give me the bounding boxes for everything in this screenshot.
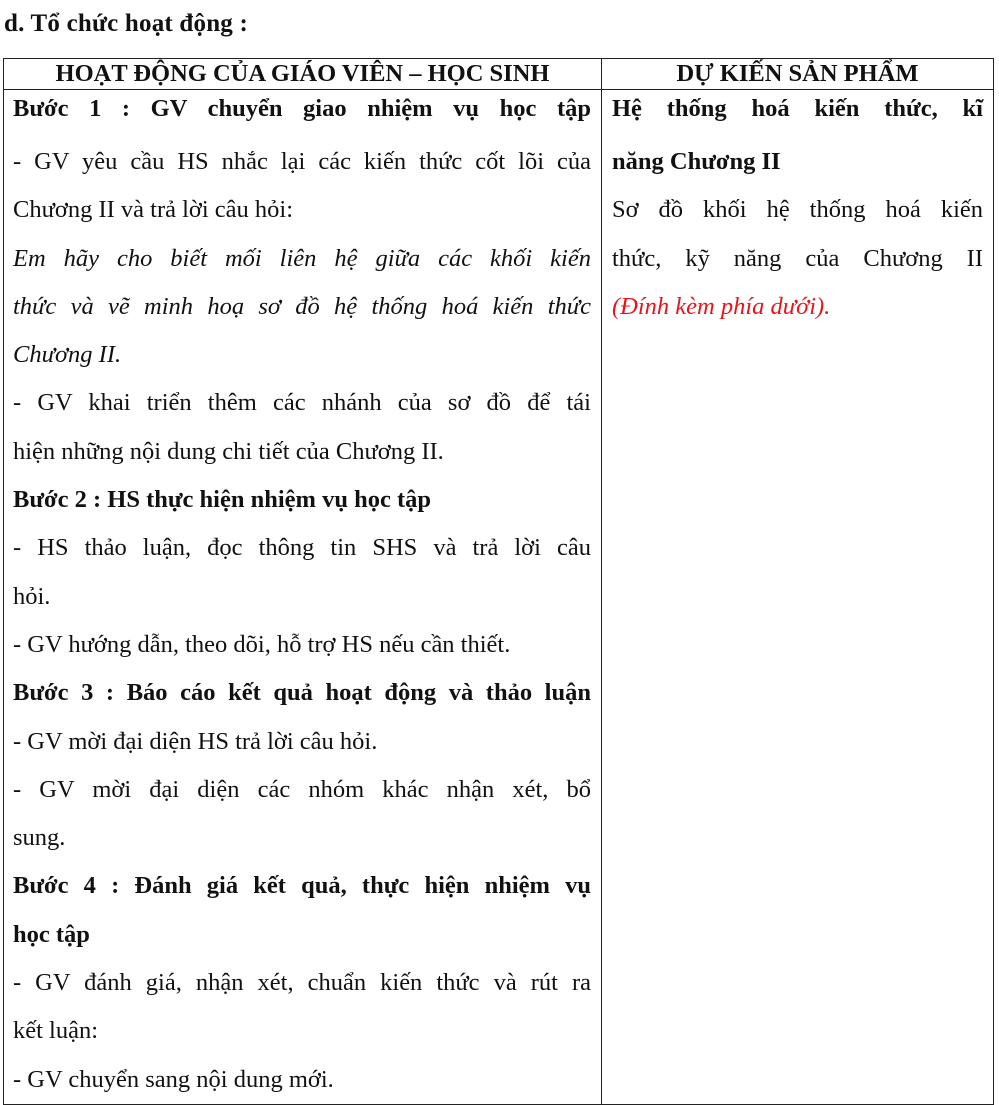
step1-title: Bước 1 : GV chuyển giao nhiệm vụ học tập bbox=[13, 95, 591, 122]
step4-line: - GV đánh giá, nhận xét, chuẩn kiến thức và rút ra bbox=[13, 969, 591, 997]
table-row bbox=[4, 90, 994, 1105]
step1-question: thức và vẽ minh hoạ sơ đồ hệ thống hoá kiến thức bbox=[13, 292, 591, 320]
product-description: thức, kỹ năng của Chương II bbox=[612, 244, 983, 272]
table-header-row bbox=[4, 59, 994, 90]
header-expected-product: DỰ KIẾN SẢN PHẨM bbox=[602, 59, 994, 90]
step4-title: học tập bbox=[13, 920, 90, 948]
step1-line: - GV yêu cầu HS nhắc lại các kiến thức cốt lõi của bbox=[13, 148, 591, 175]
step4-line: kết luận: bbox=[13, 1017, 99, 1045]
activity-table bbox=[3, 58, 994, 1105]
product-description: Sơ đồ khối hệ thống hoá kiến bbox=[612, 196, 983, 224]
activity-cell bbox=[4, 90, 602, 1105]
step3-title: Bước 3 : Báo cáo kết quả hoạt động và thảo luận bbox=[13, 679, 591, 707]
product-title: năng Chương II bbox=[612, 148, 781, 175]
step1-line: Chương II và trả lời câu hỏi: bbox=[13, 196, 294, 224]
step1-question: Em hãy cho biết mối liên hệ giữa các khối kiến bbox=[13, 244, 591, 272]
step4-line: - GV chuyển sang nội dung mới. bbox=[13, 1065, 334, 1093]
section-heading: d. Tổ chức hoạt động : bbox=[4, 10, 248, 37]
step3-line: - GV mời đại diện HS trả lời câu hỏi. bbox=[13, 727, 378, 755]
step2-line: hỏi. bbox=[13, 582, 51, 610]
product-title: Hệ thống hoá kiến thức, kĩ bbox=[612, 95, 983, 122]
product-cell bbox=[602, 90, 994, 1105]
step3-line: sung. bbox=[13, 824, 66, 852]
header-teacher-student-activity: HOẠT ĐỘNG CỦA GIÁO VIÊN – HỌC SINH bbox=[4, 59, 602, 90]
step2-title: Bước 2 : HS thực hiện nhiệm vụ học tập bbox=[13, 486, 431, 514]
step2-line: - GV hướng dẫn, theo dõi, hỗ trợ HS nếu cần thiết. bbox=[13, 630, 511, 658]
step1-line: - GV khai triển thêm các nhánh của sơ đồ để tái bbox=[13, 389, 591, 417]
attachment-note: (Đính kèm phía dưới). bbox=[612, 292, 831, 320]
step1-question: Chương II. bbox=[13, 341, 122, 369]
step2-line: - HS thảo luận, đọc thông tin SHS và trả lời câu bbox=[13, 534, 591, 562]
step3-line: - GV mời đại diện các nhóm khác nhận xét, bổ bbox=[13, 775, 591, 803]
step1-line: hiện những nội dung chi tiết của Chương II. bbox=[13, 437, 444, 465]
step4-title: Bước 4 : Đánh giá kết quả, thực hiện nhiệm vụ bbox=[13, 872, 591, 900]
